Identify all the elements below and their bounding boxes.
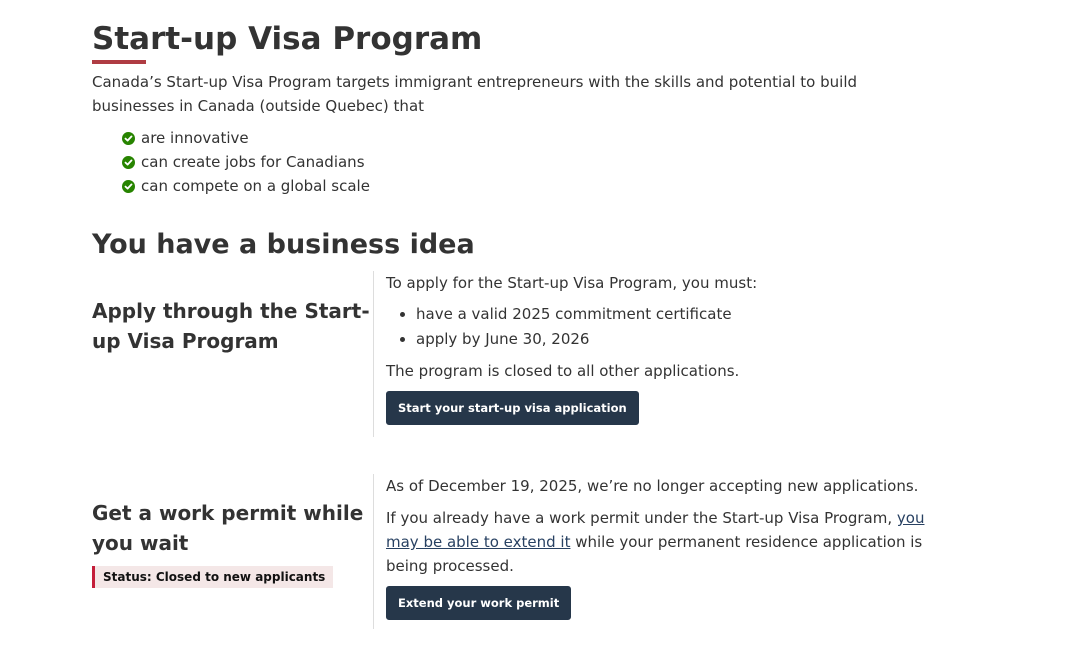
apply-details [373, 271, 956, 437]
check-circle-icon [122, 156, 135, 169]
check-circle-icon [122, 180, 135, 193]
page-title: Start-up Visa Program [92, 21, 483, 57]
work-permit-heading-column [92, 498, 367, 588]
requirement-item: • apply by June 30, 2026 [416, 327, 956, 352]
criteria-item [122, 150, 370, 174]
work-permit-text [386, 506, 956, 578]
text-before-link: If you already have a work permit under the Start-up Visa Program, [386, 509, 897, 527]
start-application-button[interactable]: Start your start-up visa application [386, 391, 639, 425]
apply-heading-column [92, 296, 372, 356]
check-circle-icon [122, 132, 135, 145]
extend-work-permit-button[interactable]: Extend your work permit [386, 586, 571, 620]
criteria-item [122, 174, 370, 198]
criteria-list [122, 126, 370, 198]
criteria-item [122, 126, 370, 150]
closed-note: The program is closed to all other applications. [386, 362, 740, 380]
section-heading: You have a business idea [92, 229, 475, 260]
criteria-label: can create jobs for Canadians [141, 153, 365, 171]
requirements-list [386, 302, 956, 352]
criteria-label: are innovative [141, 129, 249, 147]
work-permit-details [373, 474, 956, 629]
apply-heading: Apply through the Start-up Visa Program [92, 299, 370, 353]
extend-permit-link[interactable]: you may be able to extend it [386, 509, 925, 551]
title-underline [92, 60, 146, 64]
work-permit-heading: Get a work permit while you wait [92, 501, 364, 555]
work-permit-notice: As of December 19, 2025, we’re no longer accepting new applications. [386, 477, 919, 495]
requirement-item: • have a valid 2025 commitment certificate [416, 302, 956, 327]
status-badge: Status: Closed to new applicants [92, 566, 333, 588]
apply-lead: To apply for the Start-up Visa Program, you must: [386, 274, 758, 292]
intro-text: Canada’s Start-up Visa Program targets immigrant entrepreneurs with the skills and potential to build businesses in Canada (outside Quebec) that [92, 73, 858, 115]
text-after-link: while your permanent residence application is being processed. [386, 533, 923, 575]
criteria-label: can compete on a global scale [141, 177, 370, 195]
